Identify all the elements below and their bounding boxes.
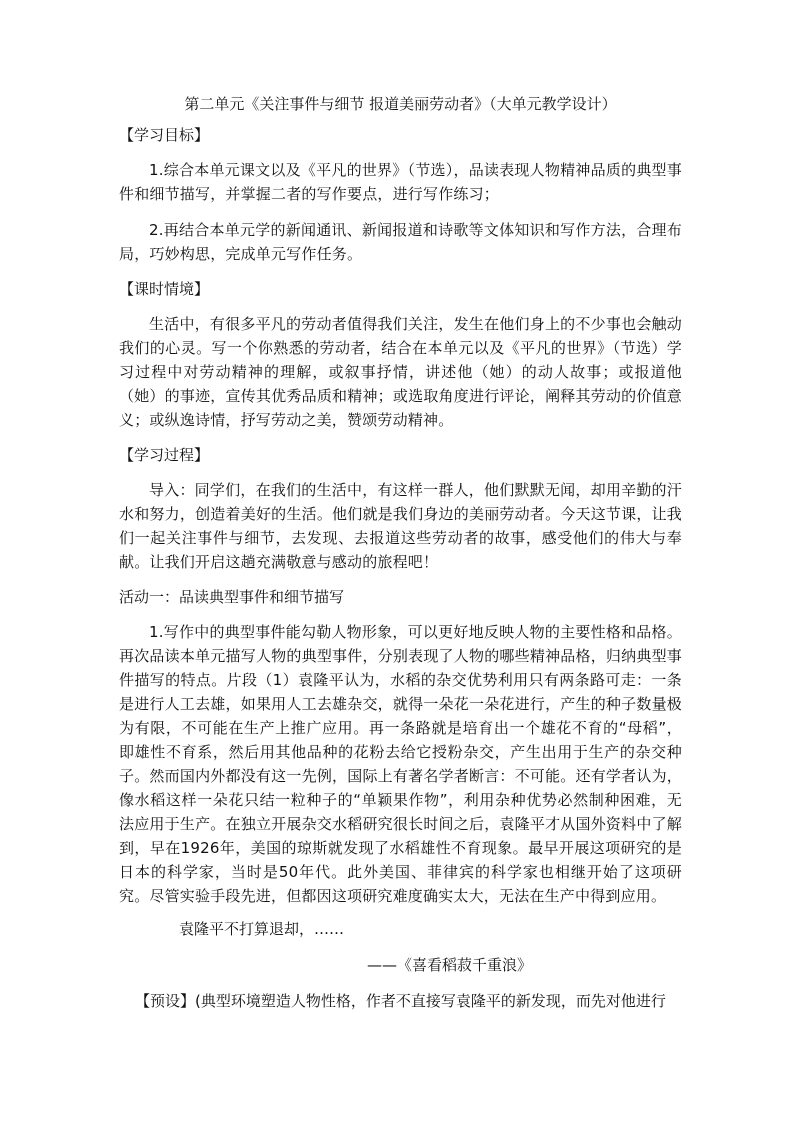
- activity-text: 1.写作中的典型事件能勾勒人物形象，可以更好地反映人物的主要性格和品格。再次品读本单元描写人物的典型事件，分别表现了人物的哪些精神品格，归纳典型事件描写的特点。片段（1）袁隆平认为，水稻的杂交优势利用只有两条路可走：一条是进行人工去雄，如果用人工去雄杂交，就得一朵花一朵花进行，产生的种子数量极为有限，不可能在生产上推广应用。再一条路就是培育出一个雄花不育的“母稻”，即雄性不育系，然后用其他品种的花粉去给它授粉杂交，产生出用于生产的杂交种子。然而国内外都没有这一先例，国际上有著名学者断言：不可能。还有学者认为，像水稻这样一朵花只结一粒种子的“单颖果作物”，利用杂种优势必然制种困难，无法应用于生产。在独立开展杂交水稻研究很长时间之后，袁隆平才从国外资料中了解到，早在1926年，美国的琼斯就发现了水稻雄性不育现象。最早开展这项研究的是日本的科学家，当时是50年代。此外美国、菲律宾的科学家也相继开始了这项研究。尽管实验手段先进，但都因这项研究难度确实太大，无法在生产中得到应用。: [119, 623, 682, 905]
- scenario-text: 生活中，有很多平凡的劳动者值得我们关注，发生在他们身上的不少事也会触动我们的心灵。写一个你熟悉的劳动者，结合在本单元以及《平凡的世界》（节选）学习过程中对劳动精神的理解，或叙事抒情，讲述他（她）的动人故事；或报道他（她）的事迹，宣传其优秀品质和精神；或选取角度进行评论，阐释其劳动的价值意义；或纵逸诗情，抒写劳动之美，赞颂劳动精神。: [119, 315, 682, 429]
- document-page: [119, 94, 682, 1012]
- quote-tail: 袁隆平不打算退却，……: [179, 920, 345, 938]
- activity-title: 活动一：品读典型事件和细节描写: [119, 588, 345, 606]
- objectives-heading: 【学习目标】: [119, 126, 210, 144]
- process-intro: 导入：同学们，在我们的生活中，有这样一群人，他们默默无闻，却用辛勤的汗水和努力，创造着美好的生活。他们就是我们身边的美丽劳动者。今天这节课，让我们一起关注事件与细节，去发现、去报道这些劳动者的故事，感受他们的伟大与奉献。让我们开启这趟充满敬意与感动的旅程吧！: [119, 481, 682, 571]
- page-title: 第二单元《关注事件与细节 报道美丽劳动者》（大单元教学设计）: [184, 95, 617, 113]
- preset-text: 【预设】(典型环境塑造人物性格，作者不直接写袁隆平的新发现，而先对他进行: [135, 992, 666, 1010]
- objective-item-1: 1.综合本单元课文以及《平凡的世界》（节选），品读表现人物精神品质的典型事件和细节描写，并掌握二者的写作要点，进行写作练习；: [119, 161, 682, 203]
- process-heading: 【学习过程】: [119, 446, 210, 464]
- objective-item-2: 2.再结合本单元学的新闻通讯、新闻报道和诗歌等文体知识和写作方法，合理布局，巧妙构思，完成单元写作任务。: [119, 221, 682, 263]
- quote-source: ——《喜看稻菽千重浪》: [367, 956, 533, 974]
- scenario-heading: 【课时情境】: [119, 280, 210, 298]
